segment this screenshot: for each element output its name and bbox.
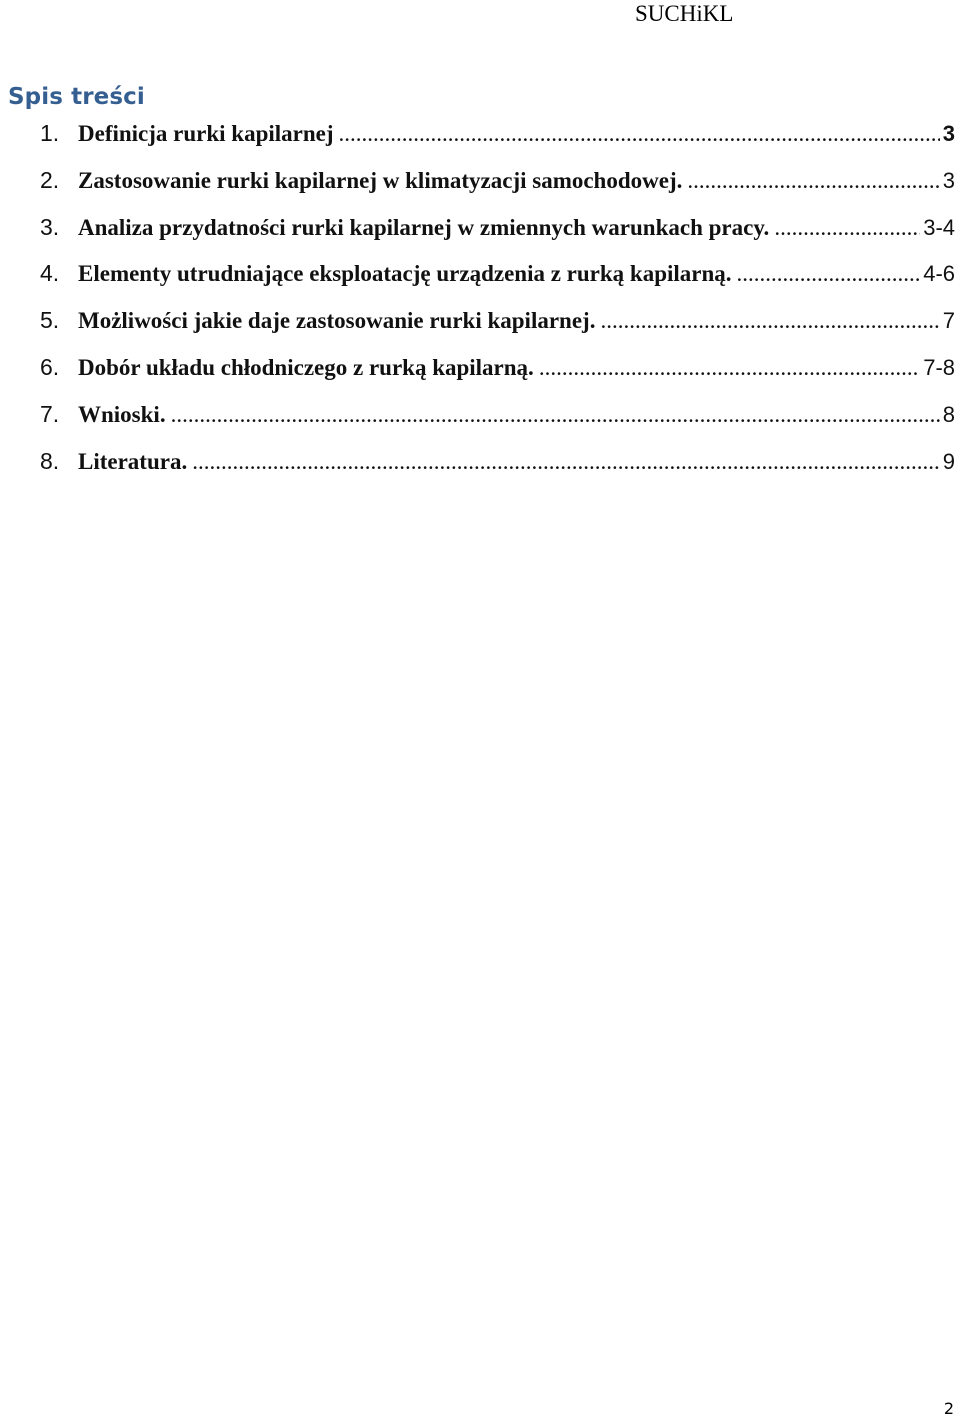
toc-entry[interactable] bbox=[40, 165, 960, 212]
table-of-contents bbox=[40, 118, 960, 492]
toc-entry-title[interactable]: Możliwości jakie daje zastosowanie rurki kapilarnej. bbox=[78, 308, 596, 334]
toc-dot-leader bbox=[595, 306, 939, 336]
page-header: SUCHiKL bbox=[635, 1, 734, 26]
toc-entry-title[interactable]: Zastosowanie rurki kapilarnej w klimatyzacji samochodowej. bbox=[78, 167, 683, 193]
toc-dot-leader bbox=[732, 259, 921, 289]
toc-entry-page[interactable]: 3 bbox=[942, 167, 955, 193]
toc-entry-page[interactable]: 4-6 bbox=[923, 261, 955, 287]
toc-dot-leader bbox=[534, 353, 920, 383]
toc-entry-number: 7. bbox=[40, 400, 60, 427]
toc-entry-page[interactable]: 8 bbox=[942, 401, 955, 427]
toc-entry-page[interactable]: 9 bbox=[942, 448, 955, 474]
toc-title: Spis treści bbox=[8, 84, 145, 110]
toc-entry-number: 8. bbox=[40, 447, 60, 474]
toc-entry[interactable] bbox=[40, 258, 960, 305]
toc-entry[interactable] bbox=[40, 305, 960, 352]
toc-dot-leader bbox=[187, 447, 940, 477]
toc-entry[interactable] bbox=[40, 212, 960, 259]
toc-entry-title[interactable]: Analiza przydatności rurki kapilarnej w zmiennych warunkach pracy. bbox=[78, 214, 770, 240]
toc-entry-page[interactable]: 3-4 bbox=[923, 214, 955, 240]
toc-entry-page[interactable]: 7 bbox=[942, 308, 955, 334]
toc-entry[interactable] bbox=[40, 118, 960, 165]
toc-entry[interactable] bbox=[40, 399, 960, 446]
toc-dot-leader bbox=[334, 119, 940, 149]
toc-entry-number: 3. bbox=[40, 213, 60, 240]
toc-entry[interactable] bbox=[40, 446, 960, 493]
toc-entry-page[interactable]: 3 bbox=[942, 121, 955, 146]
toc-dot-leader bbox=[166, 400, 940, 430]
toc-entry-number: 6. bbox=[40, 353, 60, 380]
toc-entry-page[interactable]: 7-8 bbox=[923, 354, 955, 380]
toc-entry-title[interactable]: Dobór układu chłodniczego z rurką kapilarną. bbox=[78, 354, 534, 380]
toc-dot-leader bbox=[682, 166, 939, 196]
toc-dot-leader bbox=[769, 213, 920, 243]
toc-entry-number: 4. bbox=[40, 260, 60, 287]
toc-entry-title[interactable]: Literatura. bbox=[78, 448, 188, 474]
toc-entry-title[interactable]: Elementy utrudniające eksploatację urządzenia z rurką kapilarną. bbox=[78, 261, 732, 287]
toc-entry[interactable] bbox=[40, 352, 960, 399]
toc-entry-title[interactable]: Wnioski. bbox=[78, 401, 166, 427]
toc-entry-title[interactable]: Definicja rurki kapilarnej bbox=[78, 121, 334, 146]
toc-entry-number: 2. bbox=[40, 166, 60, 193]
page-number: 2 bbox=[943, 1399, 954, 1418]
toc-entry-number: 5. bbox=[40, 307, 60, 334]
toc-entry-number: 1. bbox=[40, 120, 60, 146]
